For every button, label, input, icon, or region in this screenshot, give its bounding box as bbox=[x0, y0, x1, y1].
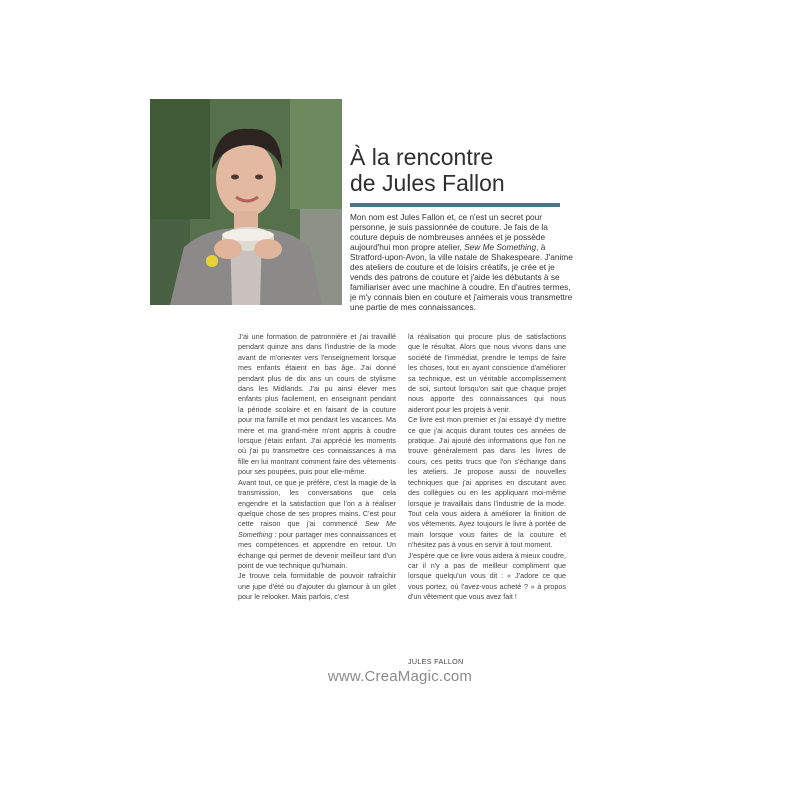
intro-brand-name: Sew Me Something bbox=[464, 242, 537, 252]
left-paragraph-2-text-b: : pour partager mes connaissances et mes compétences et apprendre en retour. Un échange qui permet de devenir meilleur tant d'un point de vue technique qu'humain. bbox=[238, 529, 396, 570]
author-signature: JULES FALLON bbox=[408, 657, 464, 666]
intro-paragraph bbox=[350, 212, 576, 312]
author-portrait-photo bbox=[150, 99, 342, 305]
left-paragraph-2-brand: Sew Me Something bbox=[238, 519, 396, 539]
left-paragraph-2-text-a: Avant tout, ce que je préfère, c'est la magie de la transmission, les conversations que cela engendre et la satisfaction que l'on a à réaliser quelque chose de ses propres mains. C'est pour cette raison que j'ai commencé bbox=[238, 477, 396, 529]
left-paragraph-3: Je trouve cela formidable de pouvoir rafraîchir une jupe d'été ou d'ajouter du glamour à un gilet pour le relooker. Mais parfois, c'est bbox=[238, 571, 396, 602]
right-paragraph-2: Ce livre est mon premier et j'ai essayé d'y mettre ce que j'ai acquis durant toutes ces années de pratique. J'ai ajouté des informations que l'on ne trouve généralement pas dans les livres de cours, ces petits trucs que l'on s'échange dans les ateliers. Je propose aussi de nouvelles techniques que j'ai apprises en discutant avec des collègues ou en les appliquant moi-même lorsque je travaillais dans l'industrie de la mode. Tout cela vous aidera à améliorer la finition de vos vêtements. Ayez toujours le livre à portée de main lorsque vous faites de la couture et n'hésitez pas à vous en servir à tout moment. bbox=[408, 415, 566, 550]
right-paragraph-1: la réalisation qui procure plus de satisfactions que le résultat. Alors que nous vivons dans une société de l'immédiat, prendre le temps de faire les choses, tout en ayant conscience d'améliorer sa technique, est un véritable accomplissement de soi, surtout lorsqu'on sait que chaque projet nous apporte des connaissances qui nous aideront pour les projets à venir. bbox=[408, 332, 566, 414]
site-watermark: www.CreaMagic.com bbox=[327, 668, 473, 685]
body-column-left bbox=[238, 332, 396, 603]
title-accent-rule bbox=[350, 203, 560, 207]
right-paragraph-3: J'espère que ce livre vous aidera à mieux coudre, car il n'y a pas de meilleur compliment que lorsque quelqu'un vous dit : « J'adore ce que vous portez, où l'avez-vous acheté ? » à propos d'un vêtement que vous avez fait ! bbox=[408, 550, 566, 602]
portrait-illustration bbox=[150, 99, 342, 305]
intro-text-part-2: , à Stratford-upon-Avon, la ville natale de Shakespeare. J'anime des ateliers de couture et de loisirs créatifs, je crée et je vends des patrons de couture et j'aide les débutants à se familiariser avec une machine à coudre. En d'autres termes, je m'y connais bien en couture et j'aimerais vous transmettre une partie de mes connaissances. bbox=[350, 242, 573, 312]
page-title bbox=[350, 144, 580, 196]
intro-text-part-1: Mon nom est Jules Fallon et, ce n'est un secret pour personne, je suis passionnée de couture. Je fais de la couture depuis de nombreuses années et je possède aujourd'hui mon propre atelier, bbox=[350, 212, 548, 252]
title-line-2: de Jules Fallon bbox=[350, 170, 505, 196]
body-column-right bbox=[408, 332, 566, 603]
left-paragraph-1: J'ai une formation de patronnière et j'ai travaillé pendant quinze ans dans l'industrie de la mode avant de m'orienter vers l'enseignement lorsque mes enfants étaient en bas âge. J'ai donné pendant plus de dix ans un cours de stylisme dans les Midlands. J'ai pu ainsi élever mes enfants plus facilement, en enseignant pendant la période scolaire et en faisant de la couture pour ma famille et moi pendant les vacances. Ma mère et ma grand-mère m'ont appris à coudre lorsque j'étais enfant. J'ai apprécié les moments où j'ai pu transmettre ces connaissances à ma fille en lui montrant comment faire des vêtements pour ses poupées, puis pour elle-même. bbox=[238, 332, 396, 477]
left-paragraph-2 bbox=[238, 478, 396, 572]
title-line-1: À la rencontre bbox=[350, 144, 494, 170]
